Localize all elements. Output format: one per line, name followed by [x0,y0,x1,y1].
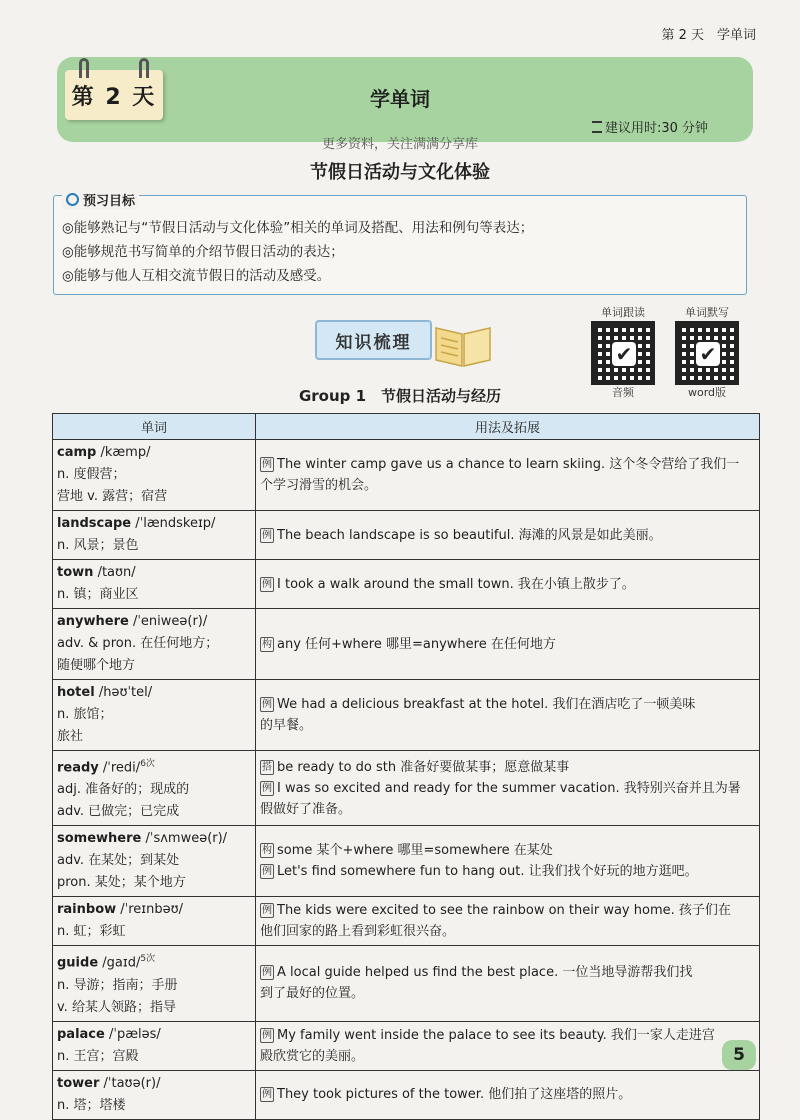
usage-tag: 构 [262,845,272,857]
banner-title: 学单词 [370,87,430,111]
word-cell [53,440,256,511]
definition-line: adv. 已做完；已完成 [57,804,180,820]
table-row [53,609,760,680]
definition-line: n. 虹；彩虹 [57,924,126,940]
usage-cell [256,511,760,560]
usage-cell [256,680,760,751]
usage-tag: 例 [262,967,272,979]
usage-cell [256,609,760,680]
goal-item: ◎能够与他人互相交流节假日的活动及感受。 [62,268,331,284]
knowledge-section-tag: 知识梳理 [315,320,432,360]
target-icon [66,193,79,206]
usage-tag: 例 [262,529,272,541]
definition-line: adv. 在某处；到某处 [57,853,180,869]
goals-label [62,190,139,209]
usage-cell [256,1070,760,1119]
usage-cell [256,560,760,609]
vocabulary-table [52,413,760,1120]
headword: landscape [57,516,132,531]
usage-text: any 任何+where 哪里=anywhere 在任何地方 [277,636,556,652]
time-hint-text: 建议用时:30 分钟 [605,121,709,136]
goal-item: ◎能够规范书写简单的介绍节假日活动的表达； [62,244,344,260]
usage-text: be ready to do sth 准备好要做某事；愿意做某事 [277,759,570,775]
table-row [53,1021,760,1070]
day-label: 第 2 天 [71,84,157,110]
table-row [53,826,760,897]
phonetic: /ˈpæləs/ [108,1026,161,1042]
word-cell [53,609,256,680]
phonetic: /ˈreɪnbəʊ/ [120,902,184,918]
phonetic: /ˈlændskeɪp/ [135,516,216,531]
phonetic: /gaɪd/ [102,955,141,971]
headword: rainbow [57,902,117,918]
definition-line: n. 度假营； [57,467,126,482]
section-tag: 第 2 天 学单词 [661,28,756,43]
usage-tag: 例 [262,459,272,470]
definition-line: 随便哪个地方 [57,658,136,673]
usage-text: I was so excited and ready for the summer vacation. 我特别兴奋并且为暑假做好了准备。 [260,780,741,817]
phonetic: /ˈsʌmweə(r)/ [145,831,228,847]
vocabulary-table-body [53,440,760,1120]
column-header-usage: 用法及拓展 [256,414,760,440]
page-title: 节假日活动与文化体验 [310,162,490,183]
definition-line: n. 镇；商业区 [57,587,139,602]
watermark-text: 更多资料，关注满满分享库 [321,137,478,152]
usage-text: 的早餐。 [260,718,313,733]
definition-line: n. 塔；塔楼 [57,1097,126,1113]
qr-title: 单词跟读 [601,306,645,319]
word-cell [53,897,256,946]
check-icon: ✔ [612,342,636,366]
usage-text: Let's find somewhere fun to hang out. 让我们找个好玩的地方逛吧。 [277,864,698,880]
preview-goals-box [53,195,747,295]
usage-tag: 例 [262,905,272,917]
word-cell [53,826,256,897]
table-row [53,1070,760,1119]
headword: hotel [57,685,95,700]
word-cell [53,751,256,826]
phonetic: /kæmp/ [100,445,151,460]
table-row [53,751,760,826]
headword: camp [57,445,97,460]
table-header-row [53,414,760,440]
table-row [53,897,760,946]
qr-caption: word版 [687,386,727,399]
goals-label-text: 预习目标 [83,194,136,209]
phonetic: /taʊn/ [97,565,136,580]
open-book-icon [432,320,494,368]
usage-text: 到了最好的位置。 [260,986,365,1002]
usage-text: The kids were excited to see the rainbow on their way home. 孩子们在 [277,903,731,919]
usage-tag: 例 [262,782,272,794]
definition-line: 旅社 [57,729,84,744]
table-row [53,511,760,560]
phonetic: /ˈredi/ [102,760,141,776]
usage-tag: 例 [262,1029,272,1041]
definition-line: n. 风景；景色 [57,538,139,553]
usage-cell [256,440,760,511]
usage-cell [256,826,760,897]
goals-list [62,216,740,288]
binder-ring-icon [139,58,149,78]
usage-text: The beach landscape is so beautiful. 海滩的风景是如此美丽。 [277,527,662,543]
usage-text: A local guide helped us find the best place. 一位当地导游帮我们找 [277,965,693,981]
headword: guide [57,955,99,971]
word-cell [53,680,256,751]
usage-text: 个学习滑雪的机会。 [260,478,378,493]
qr-caption: 音频 [612,386,634,399]
table-row [53,680,760,751]
usage-tag: 搭 [262,761,272,773]
usage-tag: 构 [262,638,272,650]
definition-line: pron. 某处；某个地方 [57,875,186,891]
check-icon: ✔ [696,342,720,366]
usage-text: I took a walk around the small town. 我在小镇上散步了。 [277,576,635,592]
usage-text: 殿欣赏它的美丽。 [260,1048,365,1064]
usage-text: 他们回家的路上看到彩虹很兴奋。 [260,924,456,940]
table-row [53,440,760,511]
definition-line: n. 王宫；宫殿 [57,1048,139,1064]
definition-line: adj. 准备好的；现成的 [57,782,190,798]
word-cell [53,1070,256,1119]
usage-tag: 例 [262,1089,272,1101]
usage-text: My family went inside the palace to see its beauty. 我们一家人走进宫 [277,1027,715,1043]
frequency-badge: 5次 [140,954,156,965]
page-number: 5 [722,1040,756,1070]
hourglass-icon [592,121,602,133]
qr-title: 单词默写 [685,306,729,319]
table-row [53,946,760,1021]
usage-tag: 例 [262,578,272,590]
definition-line: n. 旅馆； [57,707,113,722]
column-header-word: 单词 [53,414,256,440]
qr-code-icon[interactable] [591,321,655,385]
usage-text: The winter camp gave us a chance to learn skiing. 这个冬令营给了我们一 [277,457,740,472]
usage-cell [256,1021,760,1070]
goal-item: ◎能够熟记与“节假日活动与文化体验”相关的单词及搭配、用法和例句等表达； [62,220,534,236]
headword: palace [57,1026,105,1042]
phonetic: /ˈeniweə(r)/ [132,614,208,629]
definition-line: 营地 v. 露营；宿营 [57,489,168,504]
qr-code-icon[interactable] [675,321,739,385]
phonetic: /həʊˈtel/ [98,685,153,700]
headword: ready [57,760,99,776]
usage-text: We had a delicious breakfast at the hotel. 我们在酒店吃了一顿美味 [277,697,696,712]
definition-line: adv. & pron. 在任何地方； [57,636,219,651]
headword: anywhere [57,614,129,629]
headword: tower [57,1075,100,1091]
usage-tag: 例 [262,699,272,710]
word-cell [53,511,256,560]
usage-tag: 例 [262,866,272,878]
group-title: Group 1 节假日活动与经历 [298,387,502,405]
phonetic: /ˈtaʊə(r)/ [103,1075,161,1091]
headword: town [57,565,94,580]
usage-text: some 某个+where 哪里=somewhere 在某处 [277,843,553,859]
frequency-badge: 6次 [140,759,155,769]
definition-line: v. 给某人领路；指导 [57,999,176,1015]
table-row [53,560,760,609]
word-cell [53,1021,256,1070]
word-cell [53,560,256,609]
binder-ring-icon [79,58,89,78]
headword: somewhere [57,831,142,847]
usage-cell [256,897,760,946]
usage-cell [256,946,760,1021]
word-cell [53,946,256,1021]
usage-text: They took pictures of the tower. 他们拍了这座塔的照片。 [277,1087,632,1103]
definition-line: n. 导游；指南；手册 [57,977,178,993]
usage-cell [256,751,760,826]
